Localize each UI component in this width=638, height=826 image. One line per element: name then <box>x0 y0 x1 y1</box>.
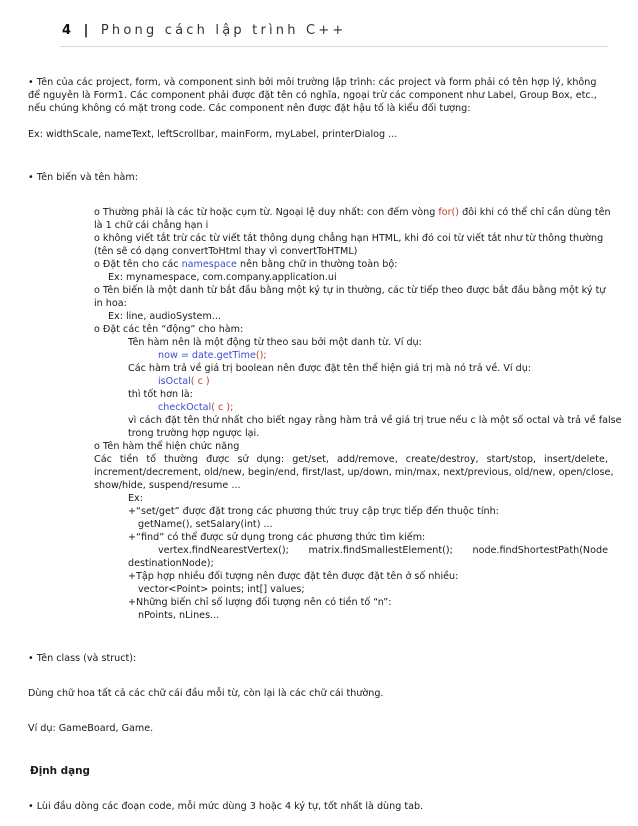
bullet-indentation: • Lùi đầu dòng các đoạn code, mỗi mức dùng 3 hoặc 4 ký tự, tốt nhất là dùng tab. <box>28 801 424 812</box>
para1-line3: nếu chúng không có mặt trong code. Các component nên được đặt hậu tố là kiểu đối tượng: <box>28 103 471 114</box>
prefix-plural: +Tập hợp nhiều đối tượng nên được đặt tên được đặt tên ở số nhiều: <box>128 571 459 582</box>
page-content <box>28 76 622 813</box>
function-boolean-desc: Các hàm trả về giá trị boolean nên được đặt tên thể hiện giá trị mà nó trả về. Ví dụ: <box>128 363 532 374</box>
example-components: Ex: widthScale, nameText, leftScrollbar, mainForm, myLabel, printerDialog ... <box>28 129 398 140</box>
page-number: 4 <box>62 23 75 38</box>
code-for: for() <box>438 207 460 218</box>
example-variable: Ex: line, audioSystem... <box>108 311 221 322</box>
code-count: nPoints, nLines... <box>138 610 220 621</box>
code-isoctal: isOctal( c ) <box>158 376 210 387</box>
page-header <box>62 24 606 37</box>
rule-no-abbrev: o không viết tắt trừ các từ viết tắt thông dụng chẳng hạn HTML, khi đó coi từ viết tắt như từ thông thường <box>94 233 604 244</box>
code-checkoctal: checkOctal( c ); <box>158 402 234 413</box>
rule-function-verb: o Đặt các tên “động” cho hàm: <box>94 324 244 335</box>
rule-variable-noun-cont: in hoa: <box>94 298 127 309</box>
rule-namespace: o Đặt tên cho các namespace nên bằng chữ in thường toàn bộ: <box>94 259 398 270</box>
bullet-class-names: • Tên class (và struct): <box>28 653 137 664</box>
prefix-find: +“find” có thể được sử dụng trong các phương thức tìm kiếm: <box>128 532 426 543</box>
header-title: Phong cách lập trình C++ <box>100 23 347 38</box>
prefix-setget: +“set/get” được đặt trong các phương thức truy cập trực tiếp đến thuộc tính: <box>128 506 499 517</box>
section-heading-format: Định dạng <box>30 765 90 777</box>
prefix-count: +Những biến chỉ số lượng đối tượng nên có tiền tố “n”: <box>128 597 392 608</box>
code-find: vertex.findNearestVertex(); matrix.findSmallestElement(); node.findShortestPath(Node <box>158 545 608 556</box>
function-reason: vì cách đặt tên thứ nhất cho biết ngay rằng hàm trả về giá trị true nếu c là một số octal và trả về false <box>128 415 622 426</box>
class-rule: Dùng chữ hoa tất cả các chữ cái đầu mỗi từ, còn lại là các chữ cái thường. <box>28 688 384 699</box>
rule-no-abbrev-cont: (tên sẽ có dạng convertToHtml thay vì convertToHTML) <box>94 246 358 257</box>
code-setget: getName(), setSalary(int) ... <box>138 519 273 530</box>
function-better-than: thì tốt hơn là: <box>128 389 193 400</box>
prefix-example-label: Ex: <box>128 493 143 504</box>
bullet-variable-function-names: • Tên biến và tên hàm: <box>28 172 138 183</box>
rule-function-purpose: o Tên hàm thể hiện chức năng <box>94 441 240 452</box>
para1-line2: để nguyên là Form1. Các component phải được đặt tên có nghĩa, ngoại trừ các component như Label, Group Box, etc., <box>28 90 597 101</box>
code-plural: vector<Point> points; int[] values; <box>138 584 305 595</box>
rule-variable-noun: o Tên biến là một danh từ bắt đầu bằng một ký tự in thường, các từ tiếp theo được bắt đầu bằng một ký tự <box>94 285 606 296</box>
header-separator: | <box>83 23 92 38</box>
header-divider <box>60 46 608 47</box>
prefix-list-line1: Các tiền tố thường được sử dụng: get/set, add/remove, create/destroy, start/stop, insert/delete, <box>94 454 608 465</box>
prefix-list-line3: show/hide, suspend/resume ... <box>94 480 241 491</box>
rule-words-phrases-cont: là 1 chữ cái chẳng hạn i <box>94 220 209 231</box>
code-find-cont: destinationNode); <box>128 558 214 569</box>
prefix-list-line2: increment/decrement, old/new, begin/end, first/last, up/down, min/max, next/previous, old/new, open/close, <box>94 467 614 478</box>
rule-words-phrases: o Thường phải là các từ hoặc cụm từ. Ngoại lệ duy nhất: con đếm vòng for() đôi khi có thể chỉ cần dùng tên <box>94 207 611 218</box>
class-example: Ví dụ: GameBoard, Game. <box>28 723 154 734</box>
code-gettime: now = date.getTime(); <box>158 350 267 361</box>
function-reason-cont: trong trường hợp ngược lại. <box>128 428 260 439</box>
function-verb-desc: Tên hàm nên là một động từ theo sau bởi một danh từ. Ví dụ: <box>128 337 422 348</box>
para1-line1: • Tên của các project, form, và component sinh bởi môi trường lập trình: các project và form phải có tên hợp lý, không <box>28 77 597 88</box>
example-namespace: Ex: mynamespace, com.company.application.ui <box>108 272 337 283</box>
keyword-namespace: namespace <box>181 259 237 270</box>
